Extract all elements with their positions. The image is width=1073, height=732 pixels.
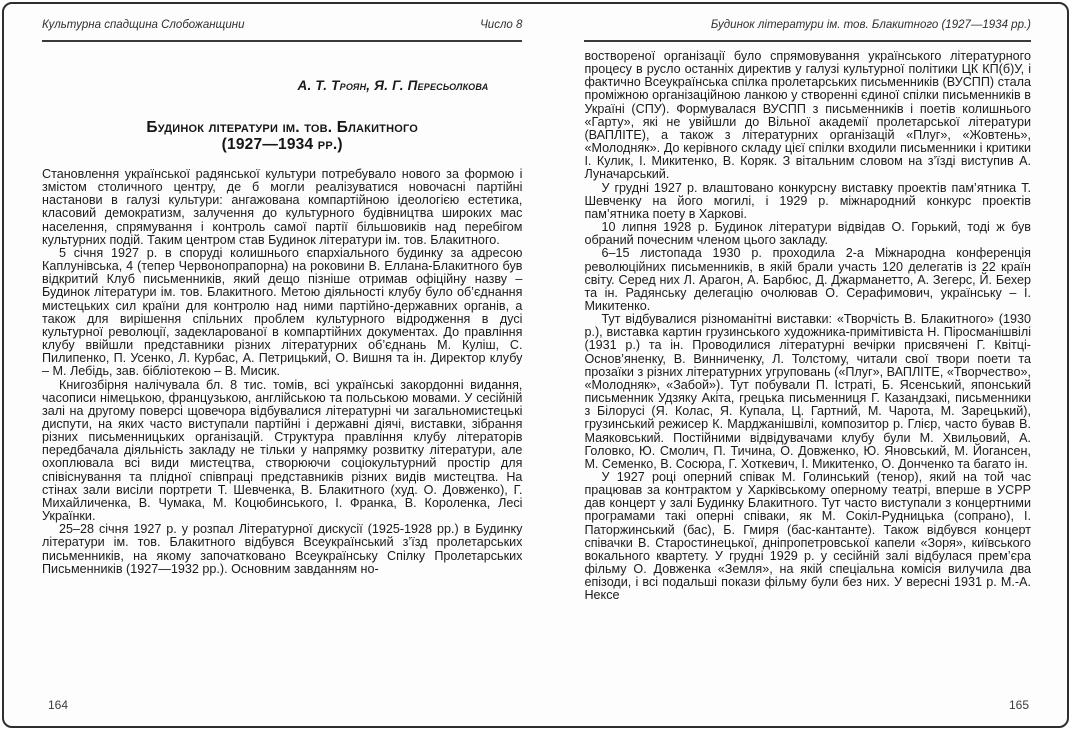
page-number-right: 165 — [1008, 698, 1029, 712]
running-head-left — [42, 14, 522, 31]
paragraph: Книгозбірня налічувала бл. 8 тис. томів, всі українські закордонні видання, часописи німецькою, французькою, англійською та польською мовами. У сесійній залі на другому поверсі щовечора відбувалися літературні чи загальномистецькі диспути, на яких часто виступали партійні і державні діячі, виставки, зібрання різних письменницьких організацій. Структура правління клубу літераторів передбачала діяльність закладу не тільки у напрямку розвитку літератури, але охоплювала всі види мистецтва, створюючи соціокультурний простір для співіснування та плідної співпраці представників різних видів мистецтва. На стінах зали висіли портрети Т. Шевченка, В. Блакитного (худ. О. Довженко), Г. Михайличенка, В. Чумака, М. Коцюбинського, І. Франка, В. Короленка, Лесі Українки. — [42, 377, 523, 524]
header-rule-right — [584, 40, 1031, 42]
article-title-line2: (1927—1934 рр.) — [221, 136, 343, 153]
journal-title: Культурна спадщина Слобожанщини — [42, 19, 245, 31]
article-authors: А. Т. Троян, Я. Г. Пересьолкова — [297, 78, 489, 93]
page-number-left: 164 — [48, 698, 69, 712]
book-spread — [2, 2, 1069, 728]
paragraph: У грудні 1927 р. влаштовано конкурсну виставку проектів пам’ятника Т. Шевченку на його могилі, і 1929 р. міжнародний конкурс проектів пам’ятника поету в Харкові. — [584, 180, 1031, 221]
paragraph: 5 січня 1927 р. в споруді колишнього єпархіального будинку за адресою Каплунівська, 4 (тепер Червонопрапорна) на роковини В. Еллана-Блакитного був відкритий Клуб письменників, який дещо пізніше отримав офіційну назву – Будинок літератури ім. тов. Блакитного. Метою діяльності клубу було об’єднання мистецьких сил країни для контролю над ними партійно-державних органів, а також для вирішення спільних проблем культурного відродження в дусі культурної революції, задекларованої в компартійних документах. До правління клубу ввійшли представники різних літературних об’єднань М. Куліш, С. Пилипенко, П. Усенко, Л. Курбас, А. Петрицький, О. Вишня та ін. Директор клубу – М. Лебідь, зав. бібліотекою – В. Мисик. — [42, 245, 523, 379]
paragraph: Тут відбувалися різноманітні виставки: «Творчість В. Блакитного» (1930 р.), виставка картин грузинського художника-примітивіста Н. Піросманішвілі (1931 р.) та ін. Проводилися літературні вечірки присвячені Г. Квітці-Основ’яненку, В. Винниченку, Л. Толстому, читали свої твори поети та прозаїки з різних літературних угруповань («Плуг», ВАПЛІТЕ, «Творчество», «Молодняк», «Забой»). Тут побували П. Істраті, Б. Ясенський, японський письменник Удзяку Акіта, грецька письменниця Г. Казандзакі, письменники з Білорусі (Я. Колас, Я. Купала, Ц. Гартний, М. Чарота, М. Зарецький), грузинський режисер К. Марджанішвілі, композитор р. Глієр, часто бував В. Маяковський. Постійними відвідувачами клубу були М. Хвильовий, А. Головко, Ю. Смолич, П. Тичина, О. Довженко, Ю. Яновський, М. Йогансен, М. Семенко, В. Сосюра, Г. Хоткевич, І. Микитенко, О. Донченко та багато ін. — [584, 312, 1031, 471]
pages-container — [4, 4, 1067, 726]
paragraph: Становлення української радянської культури потребувало нового за формою і змістом столичного центру, де б могли реалізуватися новочасні партійні настанови в галузі культури: ангажована компартійною ідеологією естетика, класовий демократизм, залучення до культурного будівництва широких мас населення, спрямування і контроль самої партії більшовиків над перебігом культурних подій. Таким центром став Будинок літератури ім. тов. Блакитного. — [42, 167, 523, 247]
paragraph: 6–15 листопада 1930 р. проходила 2-а Міжнародна конференція революційних письменників, в якій брали участь 120 делегатів із 22 країн світу. Серед них Л. Арагон, А. Барбюс, Д. Джарманетто, А. Зегерс, Й. Бехер та ін. Радянську делегацію очолював О. Серафимович, українську – І. Микитенко. — [584, 246, 1031, 313]
paragraph: У 1927 році оперний співак М. Голинський (тенор), який на той час працював за контрактом у Харківському оперному театрі, вперше в УСРР дав концерт у залі Будинку Блакитного. Тут часто виступали з концертними програмами такі оперні співаки, як М. Сокіл-Рудницька (сопрано), І. Паторжинський (бас), Б. Гмиря (бас-кантанте). Також відбувся концерт співачки В. Старостинецької, дніпропетровської капели «Зоря», київського вокального квартету. У грудні 1929 р. у сесійній залі відбулася прем’єра фільму О. Довженка «Земля», на якій спеціальна комісія вилучила два епізоди, і всі подальші покази фільму були без них. У вересні 1931 р. М.-А. Нексе — [584, 470, 1031, 603]
issue-number: Число 8 — [480, 19, 523, 31]
article-title-line1: Будинок літератури ім. тов. Блакитного — [146, 119, 419, 136]
page-left — [42, 14, 522, 726]
body-text-right — [584, 50, 1031, 603]
paragraph: воствореної організації було спрямовування українського літературного процесу в русло останніх директив у галузі культурної політики ЦК КП(б)У, і фактично Всеукраїнська спілка пролетарських письменників (ВУСПП) стала проміжною організаційною ланкою у створенні єдиної спілки письменників в Україні (СПУ). Формувалася ВУСПП з письменників і поетів колишнього «Гарту», які не увійшли до Вільної академії пролетарської літератури (ВАПЛІТЕ), а також з літературних організацій «Плуг», «Жовтень», «Молодняк». До керівного складу цієї спілки входили письменники і критики І. Кулик, І. Микитенко, В. Коряк. З вітальним словом на з’їзді виступив А. Луначарський. — [584, 49, 1031, 182]
body-text-left — [42, 168, 522, 576]
paragraph: 25–28 січня 1927 р. у розпал Літературної дискусії (1925-1928 рр.) в Будинку літератури ім. тов. Блакитного відбувся Всеукраїнський з’їзд пролетарських письменників, на якому започатковано Всеукраїнську Спілку Пролетарських Письменників (1927—1932 рр.). Основним завданням но- — [42, 522, 523, 576]
paragraph: 10 липня 1928 р. Будинок літератури відвідав О. Горький, тоді ж був обраний почесним членом цього закладу. — [584, 220, 1031, 248]
header-rule-left — [42, 40, 522, 42]
article-title — [42, 119, 522, 153]
running-head-right — [584, 14, 1031, 31]
running-title: Будинок літератури ім. тов. Блакитного (1927—1934 рр.) — [710, 19, 1031, 31]
page-right — [584, 14, 1031, 726]
